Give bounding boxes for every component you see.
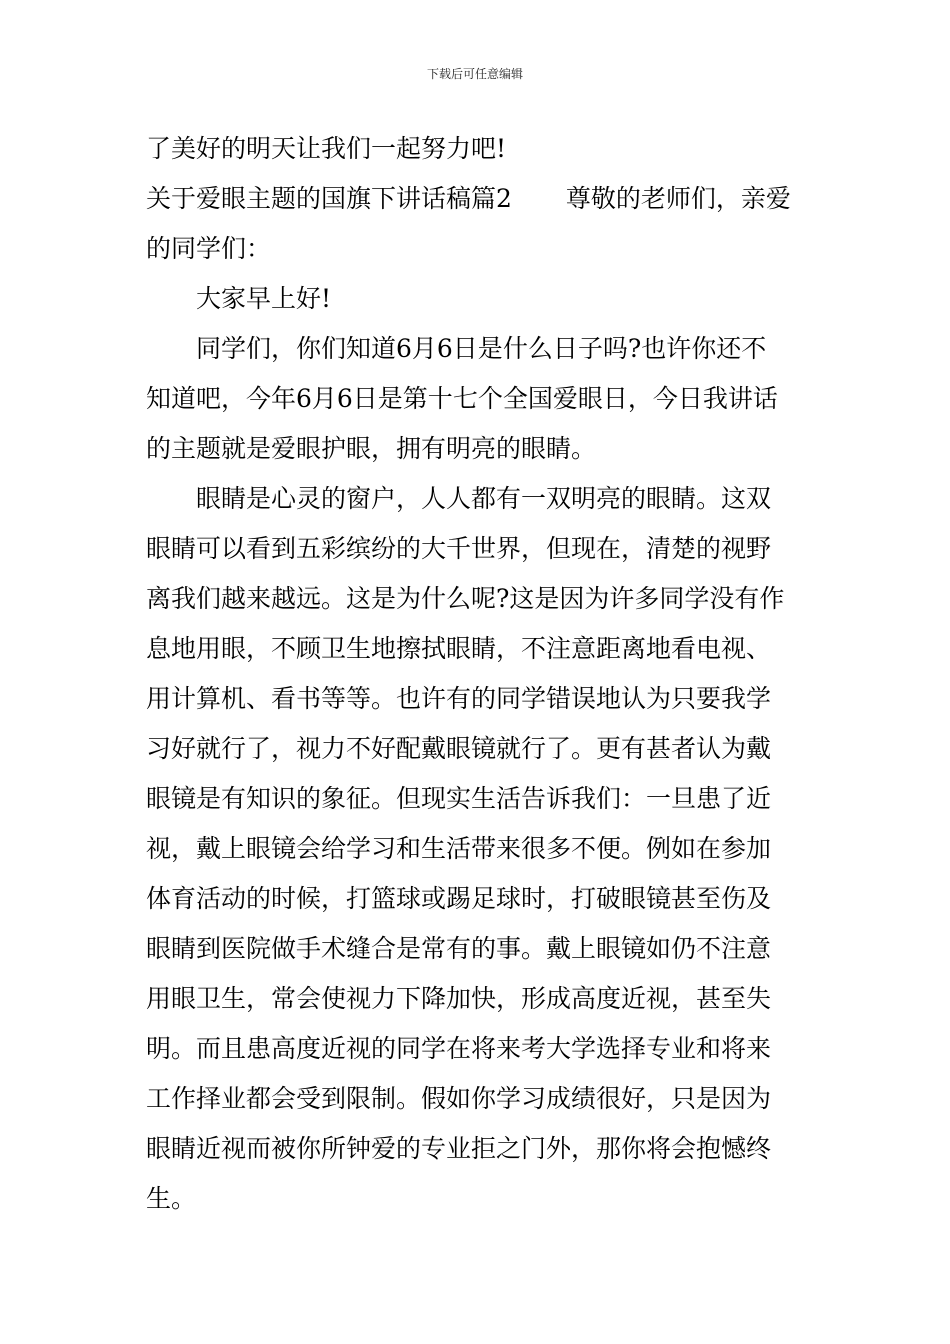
text-line: 视，戴上眼镜会给学习和生活带来很多不便。例如在参加 (146, 834, 772, 863)
text-line: 眼睛到医院做手术缝合是常有的事。戴上眼镜如仍不注意 (146, 934, 772, 963)
page-header: 下载后可任意编辑 (426, 67, 523, 81)
text-line: 工作择业都会受到限制。假如你学习成绩很好，只是因为 (146, 1084, 772, 1113)
text-line: 了美好的明天让我们一起努力吧! (146, 134, 507, 163)
salutation-start: 尊敬的老师们，亲爱 (565, 184, 791, 213)
text-line: 用计算机、看书等等。也许有的同学错误地认为只要我学 (146, 684, 772, 713)
text-line: 用眼卫生，常会使视力下降加快，形成高度近视，甚至失 (146, 984, 772, 1013)
text-line: 明。而且患高度近视的同学在将来考大学选择专业和将来 (146, 1034, 772, 1063)
text-line: 眼镜是有知识的象征。但现实生活告诉我们：一旦患了近 (146, 784, 772, 813)
text-line: 离我们越来越远。这是为什么呢?这是因为许多同学没有作 (146, 584, 785, 613)
text-line: 生。 (146, 1184, 197, 1213)
text-line: 眼睛可以看到五彩缤纷的大千世界，但现在，清楚的视野 (146, 534, 772, 563)
paragraph-start-line: 同学们，你们知道6月6日是什么日子吗?也许你还不 (196, 334, 767, 363)
text-line: 眼睛近视而被你所钟爱的专业拒之门外，那你将会抱憾终 (146, 1134, 772, 1163)
paragraph-start-line: 眼睛是心灵的窗户，人人都有一双明亮的眼睛。这双 (196, 484, 772, 513)
text-line: 习好就行了，视力不好配戴眼镜就行了。更有甚者认为戴 (146, 734, 772, 763)
section-title-line (146, 183, 791, 215)
text-line: 体育活动的时候，打篮球或踢足球时，打破眼镜甚至伤及 (146, 884, 772, 913)
text-line: 的主题就是爱眼护眼，拥有明亮的眼睛。 (146, 434, 597, 463)
text-line: 的同学们： (146, 234, 272, 263)
text-line: 知道吧，今年6月6日是第十七个全国爱眼日，今日我讲话 (146, 384, 778, 413)
section-title: 关于爱眼主题的国旗下讲话稿篇2 (146, 184, 512, 213)
greeting-line: 大家早上好! (196, 284, 332, 313)
text-line: 息地用眼，不顾卫生地擦拭眼睛，不注意距离地看电视、 (146, 634, 772, 663)
